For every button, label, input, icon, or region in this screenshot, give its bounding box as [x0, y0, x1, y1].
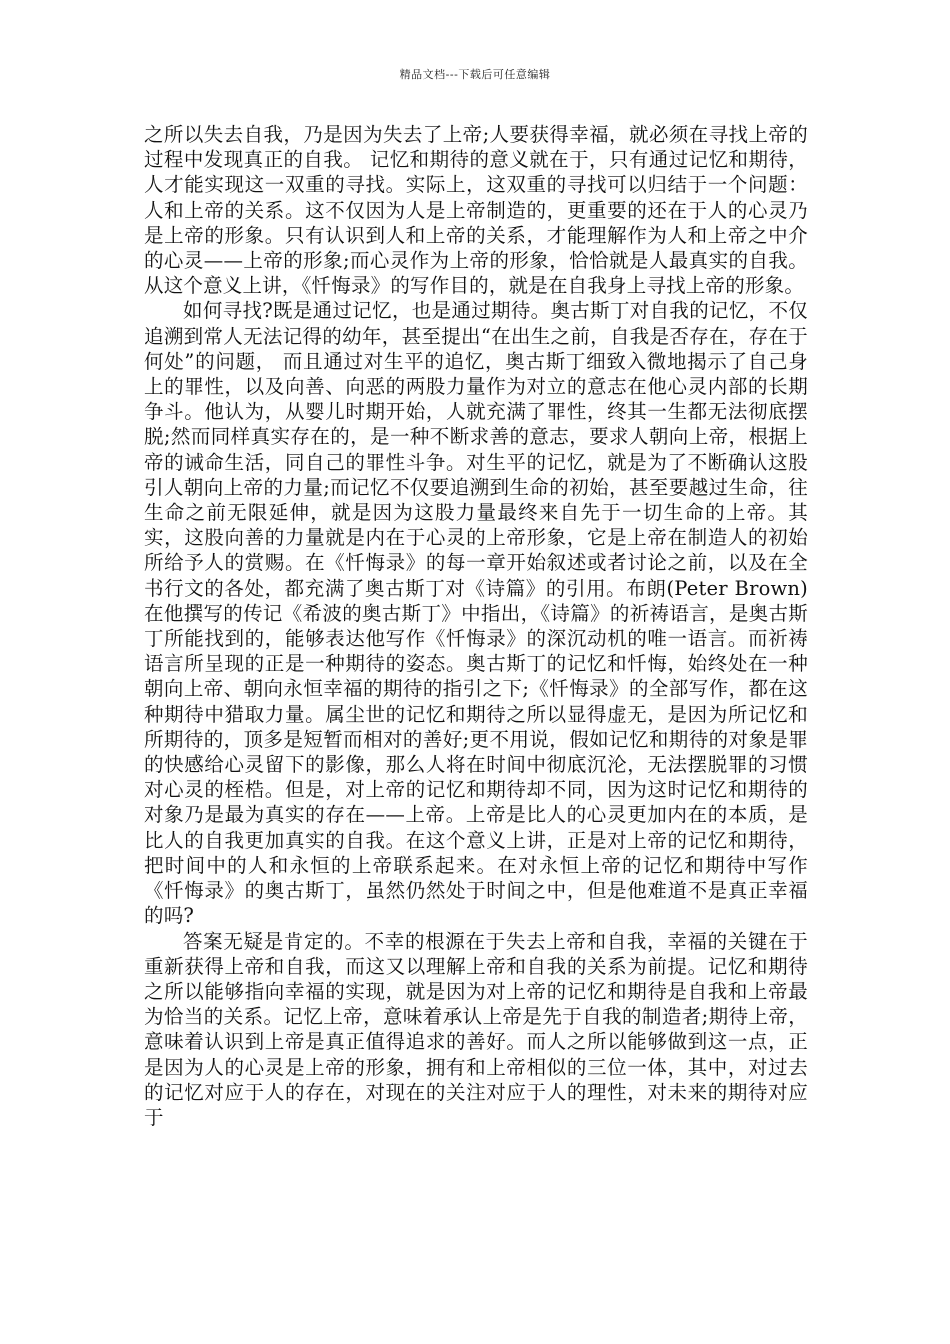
document-body [144, 122, 808, 1130]
paragraph-3: 答案无疑是肯定的。不幸的根源在于失去上帝和自我，幸福的关键在于重新获得上帝和自我，而这又以理解上帝和自我的关系为前提。记忆和期待之所以能够指向幸福的实现，就是因为对上帝的记忆和期待是自我和上帝最为恰当的关系。记忆上帝，意味着承认上帝是先于自我的制造者;期待上帝，意味着认识到上帝是真正值得追求的善好。而人之所以能够做到这一点，正是因为人的心灵是上帝的形象，拥有和上帝相似的三位一体，其中，对过去的记忆对应于人的存在，对现在的关注对应于人的理性，对未来的期待对应于 [144, 929, 808, 1129]
paragraph-2: 如何寻找?既是通过记忆，也是通过期待。奥古斯丁对自我的记忆，不仅追溯到常人无法记得的幼年，甚至提出“在出生之前，自我是否存在，存在于何处”的问题， 而且通过对生平的追忆，奥古斯丁细致入微地揭示了自己身上的罪性，以及向善、向恶的两股力量作为对立的意志在他心灵内部的长期争斗。他认为，从婴儿时期开始，人就充满了罪性，终其一生都无法彻底摆脱;然而同样真实存在的，是一种不断求善的意志，要求人朝向上帝，根据上帝的诫命生活，同自己的罪性斗争。对生平的记忆，就是为了不断确认这股引人朝向上帝的力量;而记忆不仅要追溯到生命的初始，甚至要越过生命，往生命之前无限延伸，就是因为这股力量最终来自先于一切生命的上帝。其实，这股向善的力量就是内在于心灵的上帝形象，它是上帝在制造人的初始所给予人的赏赐。在《忏悔录》的每一章开始叙述或者讨论之前，以及在全书行文的各处，都充满了奥古斯丁对《诗篇》的引用。布朗(Peter Brown)在他撰写的传记《希波的奥古斯丁》中指出，《诗篇》的祈祷语言，是奥古斯丁所能找到的，能够表达他写作《忏悔录》的深沉动机的唯一语言。而祈祷语言所呈现的正是一种期待的姿态。奥古斯丁的记忆和忏悔，始终处在一种朝向上帝、朝向永恒幸福的期待的指引之下;《忏悔录》的全部写作，都在这种期待中猎取力量。属尘世的记忆和期待之所以显得虚无，是因为所记忆和所期待的，顶多是短暂而相对的善好;更不用说，假如记忆和期待的对象是罪的快感给心灵留下的影像，那么人将在时间中彻底沉沦，无法摆脱罪的习惯对心灵的桎梏。但是，对上帝的记忆和期待却不同，因为这时记忆和期待的对象乃是最为真实的存在——上帝。上帝是比人的心灵更加内在的本质，是比人的自我更加真实的自我。在这个意义上讲，正是对上帝的记忆和期待，把时间中的人和永恒的上帝联系起来。在对永恒上帝的记忆和期待中写作《忏悔录》的奥古斯丁，虽然仍然处于时间之中，但是他难道不是真正幸福的吗? [144, 299, 808, 928]
paragraph-1: 之所以失去自我，乃是因为失去了上帝;人要获得幸福，就必须在寻找上帝的过程中发现真正的自我。 记忆和期待的意义就在于，只有通过记忆和期待，人才能实现这一双重的寻找。实际上，这双重的寻找可以归结于一个问题：人和上帝的关系。这不仅因为人是上帝制造的，更重要的还在于人的心灵乃是上帝的形象。只有认识到人和上帝的关系，才能理解作为人和上帝之中介的心灵——上帝的形象;而心灵作为上帝的形象，恰恰就是人最真实的自我。从这个意义上讲，《忏悔录》的写作目的，就是在自我身上寻找上帝的形象。 [144, 123, 808, 298]
page-header: 精品文档---下载后可任意编辑 [399, 68, 551, 81]
